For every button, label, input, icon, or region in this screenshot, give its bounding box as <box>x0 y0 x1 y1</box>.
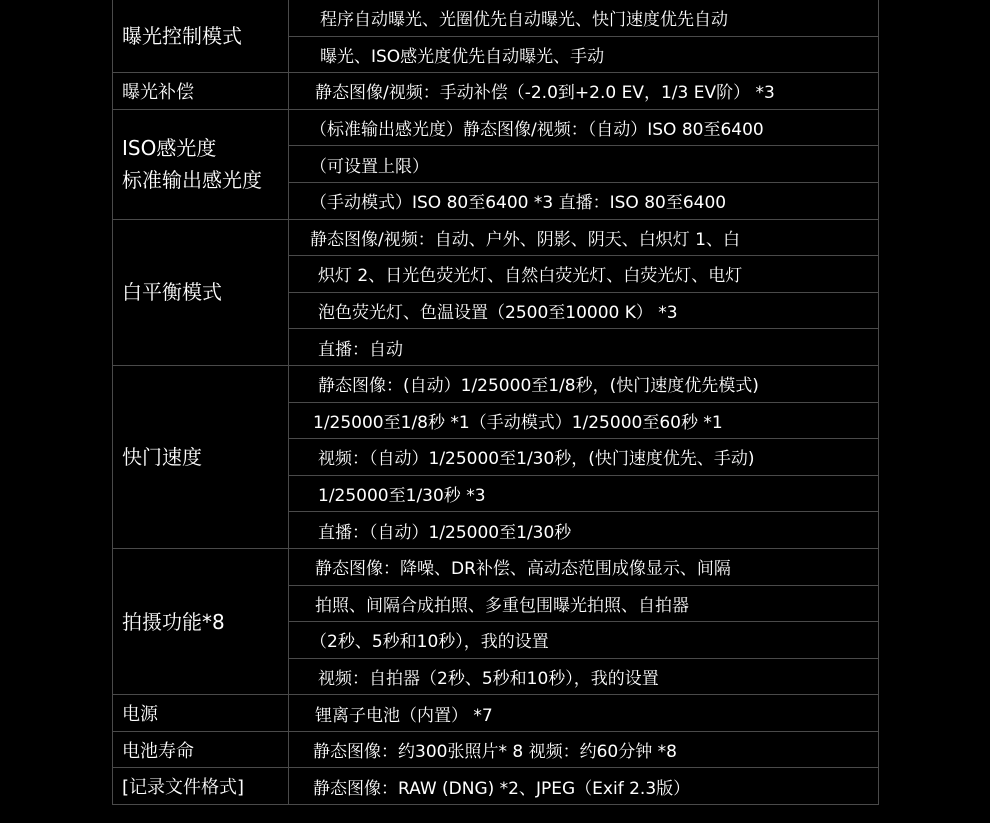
spec-value: 1/25000至1/30秒 *3 <box>289 475 879 512</box>
spec-value: 静态图像：(自动）1/25000至1/8秒，(快门速度优先模式) <box>289 365 879 402</box>
spec-label-text: 拍摄功能*8 <box>122 609 225 634</box>
spec-label-text: 曝光控制模式 <box>122 24 242 49</box>
spec-row <box>113 73 879 110</box>
spec-label-text: 电源 <box>122 704 158 726</box>
spec-row <box>113 731 879 768</box>
spec-value: 直播：自动 <box>289 329 879 366</box>
spec-value: 直播：（自动）1/25000至1/30秒 <box>289 512 879 549</box>
spec-label <box>113 109 289 219</box>
spec-value: 视频：（自动）1/25000至1/30秒，(快门速度优先、手动) <box>289 439 879 476</box>
spec-value: （可设置上限） <box>289 146 879 183</box>
spec-label <box>113 365 289 548</box>
spec-value: 静态图像/视频：手动补偿（-2.0到+2.0 EV，1/3 EV阶） *3 <box>289 73 879 110</box>
spec-value: 曝光、ISO感光度优先自动曝光、手动 <box>289 36 879 73</box>
spec-value: 静态图像：约300张照片* 8 视频：约60分钟 *8 <box>289 731 879 768</box>
spec-value: 程序自动曝光、光圈优先自动曝光、快门速度优先自动 <box>289 0 879 36</box>
spec-label <box>113 73 289 110</box>
spec-row <box>113 365 879 402</box>
spec-label-text: 标准输出感光度 <box>122 168 262 193</box>
spec-value: 静态图像：RAW (DNG) *2、JPEG（Exif 2.3版） <box>289 768 879 805</box>
spec-label <box>113 219 289 365</box>
spec-label-text: [记录文件格式] <box>122 777 245 799</box>
spec-label <box>113 548 289 694</box>
spec-label-text: ISO感光度 <box>122 136 217 161</box>
spec-value: 炽灯 2、日光色荧光灯、自然白荧光灯、白荧光灯、电灯 <box>289 256 879 293</box>
spec-value: 静态图像/视频：自动、户外、阴影、阴天、白炽灯 1、白 <box>289 219 879 256</box>
spec-row <box>113 768 879 805</box>
spec-label <box>113 768 289 805</box>
spec-value: （2秒、5秒和10秒），我的设置 <box>289 622 879 659</box>
spec-label-text: 电池寿命 <box>122 740 194 762</box>
spec-label-text: 快门速度 <box>122 444 202 469</box>
spec-label-text: 曝光补偿 <box>122 81 194 103</box>
spec-label <box>113 695 289 732</box>
spec-table-body <box>113 0 879 805</box>
spec-label <box>113 731 289 768</box>
spec-row <box>113 219 879 256</box>
spec-row <box>113 695 879 732</box>
spec-row <box>113 548 879 585</box>
spec-value: （手动模式）ISO 80至6400 *3 直播：ISO 80至6400 <box>289 182 879 219</box>
spec-label <box>113 0 289 73</box>
spec-value: 静态图像：降噪、DR补偿、高动态范围成像显示、间隔 <box>289 548 879 585</box>
spec-table <box>112 0 879 805</box>
spec-value: 视频：自拍器（2秒、5秒和10秒），我的设置 <box>289 658 879 695</box>
spec-label-text: 白平衡模式 <box>122 280 222 305</box>
spec-value: 泡色荧光灯、色温设置（2500至10000 K） *3 <box>289 292 879 329</box>
spec-value: 拍照、间隔合成拍照、多重包围曝光拍照、自拍器 <box>289 585 879 622</box>
spec-value: 1/25000至1/8秒 *1（手动模式）1/25000至60秒 *1 <box>289 402 879 439</box>
spec-row <box>113 0 879 36</box>
spec-row <box>113 109 879 146</box>
spec-value: 锂离子电池（内置） *7 <box>289 695 879 732</box>
spec-value: （标准输出感光度）静态图像/视频：（自动）ISO 80至6400 <box>289 109 879 146</box>
